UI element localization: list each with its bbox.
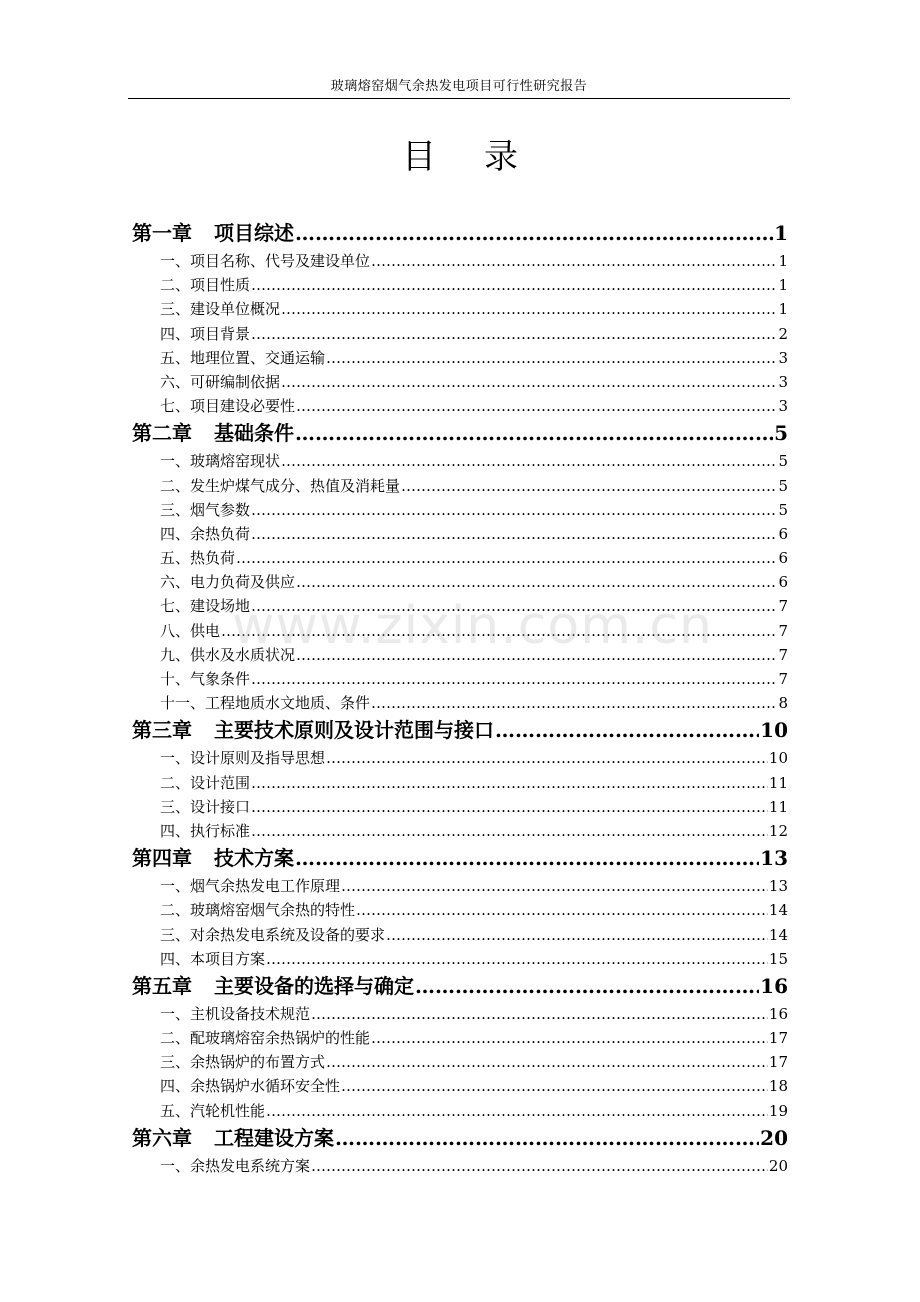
toc-chapter-title: 主要技术原则及设计范围与接口	[214, 718, 494, 743]
toc-chapter-label	[132, 1123, 334, 1154]
toc-chapter-row[interactable]	[132, 218, 788, 249]
toc-title	[0, 132, 920, 182]
toc-dot-leader	[495, 715, 759, 746]
toc-dot-leader	[251, 771, 768, 795]
table-of-contents	[132, 218, 788, 1178]
toc-dot-leader	[236, 546, 777, 570]
toc-section-row[interactable]	[132, 947, 788, 971]
toc-dot-leader	[326, 1050, 768, 1074]
toc-section-row[interactable]	[132, 898, 788, 922]
toc-dot-leader	[335, 1123, 759, 1154]
toc-chapter-label	[132, 715, 494, 746]
toc-page-number: 20	[760, 1125, 788, 1150]
toc-chapter-number: 第六章	[132, 1125, 192, 1150]
toc-page-number: 5	[778, 452, 788, 471]
toc-section-row[interactable]	[132, 522, 788, 546]
toc-title-char: 录	[484, 137, 518, 177]
toc-page-number: 8	[778, 694, 788, 713]
toc-section-title: 三、建设单位概况	[160, 300, 281, 319]
toc-page-number: 10	[768, 749, 788, 768]
toc-page-number: 3	[778, 372, 788, 391]
toc-page-number: 17	[768, 1053, 788, 1072]
toc-chapter-row[interactable]	[132, 971, 788, 1002]
toc-chapter-row[interactable]	[132, 418, 788, 449]
toc-dot-leader	[296, 394, 777, 418]
toc-dot-leader	[251, 522, 777, 546]
toc-section-row[interactable]	[132, 322, 788, 346]
toc-dot-leader	[281, 297, 777, 321]
toc-dot-leader	[281, 370, 777, 394]
toc-chapter-title: 技术方案	[214, 846, 294, 871]
toc-dot-leader	[295, 218, 773, 249]
toc-section-title: 四、余热负荷	[160, 524, 251, 543]
toc-section-title: 三、设计接口	[160, 797, 251, 816]
toc-section-row[interactable]	[132, 667, 788, 691]
toc-dot-leader	[401, 474, 777, 498]
toc-section-row[interactable]	[132, 1154, 788, 1178]
toc-section-title: 六、可研编制依据	[160, 372, 281, 391]
toc-chapter-row[interactable]	[132, 715, 788, 746]
toc-section-title: 四、项目背景	[160, 324, 251, 343]
toc-title-char: 目	[402, 137, 436, 177]
toc-chapter-title: 项目综述	[214, 221, 294, 245]
running-header: 玻璃熔窑烟气余热发电项目可行性研究报告	[330, 79, 588, 94]
toc-page-number: 5	[778, 500, 788, 519]
toc-section-row[interactable]	[132, 1050, 788, 1074]
toc-section-title: 二、发生炉煤气成分、热值及消耗量	[160, 476, 401, 495]
toc-page-number: 1	[778, 300, 788, 319]
toc-section-title: 五、汽轮机性能	[160, 1101, 266, 1120]
toc-page-number: 12	[768, 821, 788, 840]
toc-chapter-label	[132, 418, 294, 449]
toc-dot-leader	[311, 1002, 768, 1026]
toc-section-title: 二、配玻璃熔窑余热锅炉的性能	[160, 1029, 371, 1048]
toc-section-row[interactable]	[132, 1002, 788, 1026]
toc-dot-leader	[251, 795, 768, 819]
toc-section-row[interactable]	[132, 346, 788, 370]
toc-chapter-row[interactable]	[132, 1123, 788, 1154]
toc-dot-leader	[251, 819, 768, 843]
toc-section-title: 三、烟气参数	[160, 500, 251, 519]
toc-page-number: 6	[778, 549, 788, 568]
toc-chapter-title: 主要设备的选择与确定	[214, 973, 414, 998]
toc-dot-leader	[281, 449, 777, 473]
toc-dot-leader	[251, 498, 777, 522]
toc-section-row[interactable]	[132, 795, 788, 819]
toc-dot-leader	[341, 874, 768, 898]
toc-page-number: 7	[778, 597, 788, 616]
toc-page-number: 7	[778, 645, 788, 664]
toc-section-title: 三、对余热发电系统及设备的要求	[160, 925, 386, 944]
toc-section-title: 一、余热发电系统方案	[160, 1156, 311, 1175]
toc-section-row[interactable]	[132, 923, 788, 947]
header-rule	[128, 98, 790, 99]
toc-section-row[interactable]	[132, 1074, 788, 1098]
toc-section-row[interactable]	[132, 771, 788, 795]
toc-section-title: 十、气象条件	[160, 670, 251, 688]
toc-dot-leader	[386, 923, 768, 947]
toc-dot-leader	[295, 418, 773, 449]
toc-section-title: 一、主机设备技术规范	[160, 1004, 311, 1023]
toc-page-number: 5	[774, 421, 788, 446]
toc-page-number: 7	[778, 670, 788, 688]
toc-section-title: 五、地理位置、交通运输	[160, 348, 326, 367]
toc-page-number: 18	[768, 1077, 788, 1096]
toc-section-row[interactable]	[132, 546, 788, 570]
toc-chapter-number: 第一章	[132, 221, 192, 245]
toc-section-row[interactable]	[132, 498, 788, 522]
toc-dot-leader	[326, 746, 768, 770]
toc-section-title: 八、供电	[160, 621, 221, 640]
toc-dot-leader	[371, 249, 777, 273]
toc-dot-leader	[356, 898, 768, 922]
toc-section-title: 六、电力负荷及供应	[160, 573, 296, 592]
toc-page-number: 2	[778, 324, 788, 343]
toc-section-row[interactable]	[132, 570, 788, 594]
toc-section-title: 七、项目建设必要性	[160, 397, 296, 416]
toc-chapter-number: 第三章	[132, 718, 192, 743]
toc-page-number: 3	[778, 397, 788, 416]
toc-section-row[interactable]	[132, 449, 788, 473]
toc-page-number: 13	[760, 846, 788, 871]
toc-dot-leader	[266, 947, 768, 971]
watermark: www.zixin.com.cn	[232, 596, 713, 656]
toc-dot-leader	[311, 1154, 768, 1178]
toc-section-row[interactable]	[132, 297, 788, 321]
toc-chapter-title: 基础条件	[214, 421, 294, 446]
toc-chapter-number: 第四章	[132, 846, 192, 871]
toc-section-row[interactable]	[132, 746, 788, 770]
toc-section-row[interactable]	[132, 273, 788, 297]
toc-dot-leader	[371, 1026, 768, 1050]
toc-page-number: 11	[768, 773, 788, 792]
toc-page-number: 11	[768, 797, 788, 816]
toc-section-title: 十一、工程地质水文地质、条件	[160, 694, 371, 713]
toc-section-title: 二、设计范围	[160, 773, 251, 792]
toc-section-title: 七、建设场地	[160, 597, 251, 616]
toc-dot-leader	[251, 667, 777, 691]
toc-dot-leader	[296, 570, 777, 594]
toc-page-number: 10	[760, 718, 788, 743]
toc-section-row[interactable]	[132, 1026, 788, 1050]
toc-dot-leader	[295, 843, 759, 874]
toc-dot-leader	[326, 346, 777, 370]
toc-section-title: 五、热负荷	[160, 549, 236, 568]
toc-section-title: 一、项目名称、代号及建设单位	[160, 252, 371, 270]
toc-section-title: 一、设计原则及指导思想	[160, 749, 326, 768]
toc-dot-leader	[251, 322, 777, 346]
toc-page-number: 15	[768, 949, 788, 968]
toc-section-row[interactable]	[132, 874, 788, 898]
toc-page-number: 20	[768, 1156, 788, 1175]
toc-dot-leader	[415, 971, 759, 1002]
toc-page-number: 17	[768, 1029, 788, 1048]
toc-dot-leader	[341, 1074, 768, 1098]
toc-page-number: 1	[778, 252, 788, 270]
toc-section-title: 四、余热锅炉水循环安全性	[160, 1077, 341, 1096]
toc-chapter-number: 第二章	[132, 421, 192, 446]
toc-page-number: 1	[778, 276, 788, 295]
toc-dot-leader	[266, 1099, 768, 1123]
toc-page-number: 5	[778, 476, 788, 495]
toc-chapter-title: 工程建设方案	[214, 1125, 334, 1150]
toc-section-row[interactable]	[132, 370, 788, 394]
toc-section-row[interactable]	[132, 474, 788, 498]
toc-dot-leader	[371, 691, 777, 715]
toc-chapter-row[interactable]	[132, 843, 788, 874]
toc-section-title: 四、本项目方案	[160, 949, 266, 968]
toc-section-row[interactable]	[132, 1099, 788, 1123]
toc-section-row[interactable]	[132, 819, 788, 843]
toc-page-number: 16	[760, 973, 788, 998]
toc-section-title: 九、供水及水质状况	[160, 645, 296, 664]
toc-section-row[interactable]	[132, 691, 788, 715]
toc-section-title: 三、余热锅炉的布置方式	[160, 1053, 326, 1072]
toc-section-title: 一、烟气余热发电工作原理	[160, 877, 341, 896]
toc-page-number: 14	[768, 925, 788, 944]
toc-page-number: 6	[778, 524, 788, 543]
toc-section-title: 四、执行标准	[160, 821, 251, 840]
toc-section-title: 二、玻璃熔窑烟气余热的特性	[160, 901, 356, 920]
toc-section-row[interactable]	[132, 249, 788, 273]
toc-chapter-number: 第五章	[132, 973, 192, 998]
toc-page-number: 13	[768, 877, 788, 896]
toc-page-number: 7	[778, 621, 788, 640]
toc-section-row[interactable]	[132, 394, 788, 418]
toc-section-title: 二、项目性质	[160, 276, 251, 295]
toc-chapter-label	[132, 218, 294, 249]
toc-page-number: 1	[774, 221, 788, 245]
toc-chapter-label	[132, 971, 414, 1002]
toc-chapter-label	[132, 843, 294, 874]
toc-page-number: 14	[768, 901, 788, 920]
toc-page-number: 16	[768, 1004, 788, 1023]
toc-dot-leader	[251, 273, 777, 297]
toc-page-number: 3	[778, 348, 788, 367]
toc-page-number: 6	[778, 573, 788, 592]
toc-section-title: 一、玻璃熔窑现状	[160, 452, 281, 471]
toc-page-number: 19	[768, 1101, 788, 1120]
